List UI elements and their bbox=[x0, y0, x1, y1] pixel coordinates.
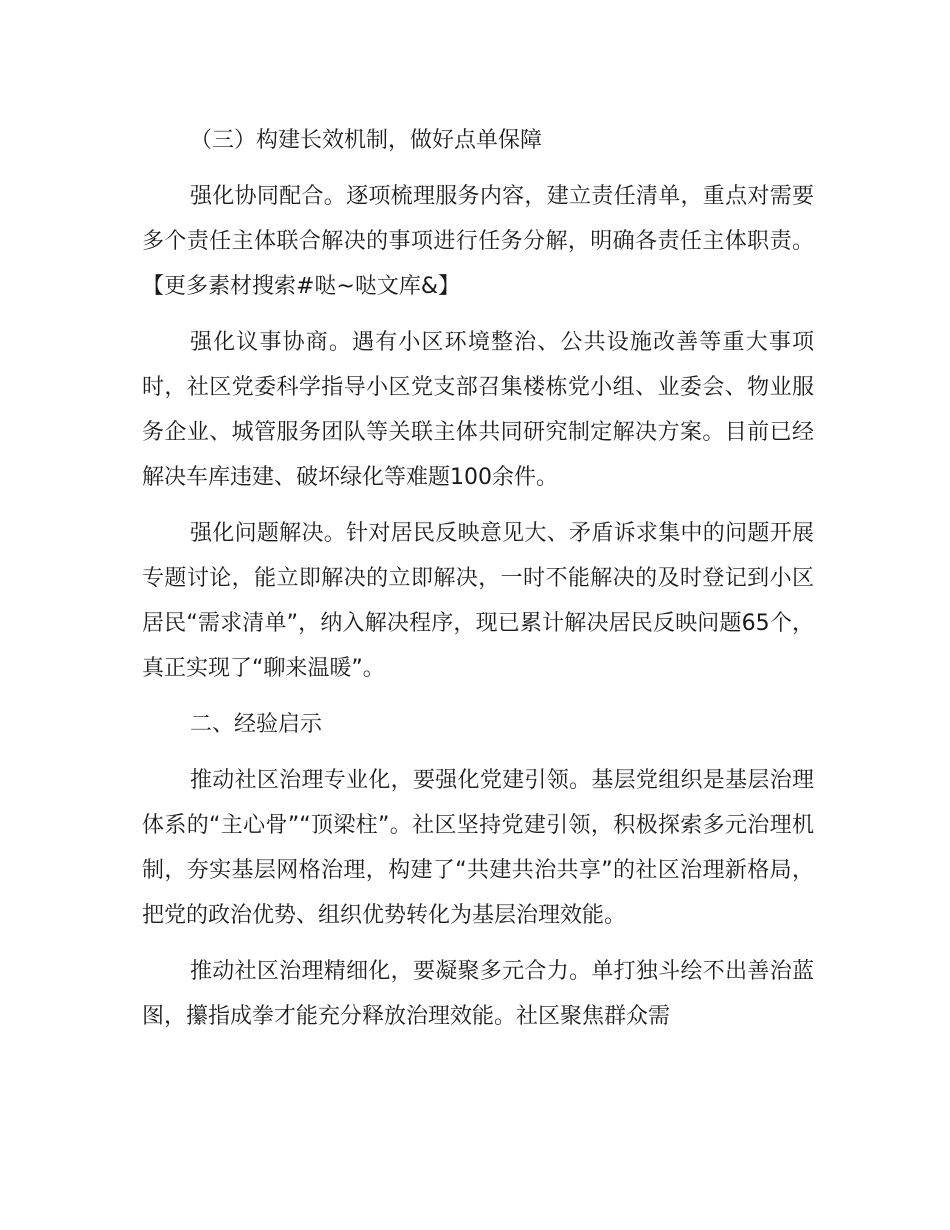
document-body bbox=[142, 118, 814, 1050]
paragraph-consultation: 强化议事协商。遇有小区环境整治、公共设施改善等重大事项时，社区党委科学指导小区党支部召集楼栋党小组、业委会、物业服务企业、城管服务团队等关联主体共同研究制定解决方案。目前已经解决车库违建、破坏绿化等难题100余件。 bbox=[142, 330, 814, 490]
paragraph-problem-solving: 强化问题解决。针对居民反映意见大、矛盾诉求集中的问题开展专题讨论，能立即解决的立即解决，一时不能解决的及时登记到小区居民“需求清单”，纳入解决程序，现已累计解决居民反映问题65个，真正实现了“聊来温暖”。 bbox=[142, 521, 814, 681]
section-heading-experience: 二、经验启示 bbox=[190, 712, 323, 737]
paragraph-refinement: 推动社区治理精细化，要凝聚多元合力。单打独斗绘不出善治蓝图，攥指成拳才能充分释放治理效能。社区聚焦群众需 bbox=[142, 959, 814, 1029]
paragraph-coordination: 强化协同配合。逐项梳理服务内容，建立责任清单，重点对需要多个责任主体联合解决的事项进行任务分解，明确各责任主体职责。【更多素材搜索#哒~哒文库&】 bbox=[142, 184, 814, 299]
paragraph-professionalization: 推动社区治理专业化，要强化党建引领。基层党组织是基层治理体系的“主心骨”“顶梁柱”。社区坚持党建引领，积极探索多元治理机制，夯实基层网格治理，构建了“共建共治共享”的社区治理新格局，把党的政治优势、组织优势转化为基层治理效能。 bbox=[142, 768, 814, 928]
section-heading-3: （三）构建长效机制，做好点单保障 bbox=[190, 128, 543, 153]
